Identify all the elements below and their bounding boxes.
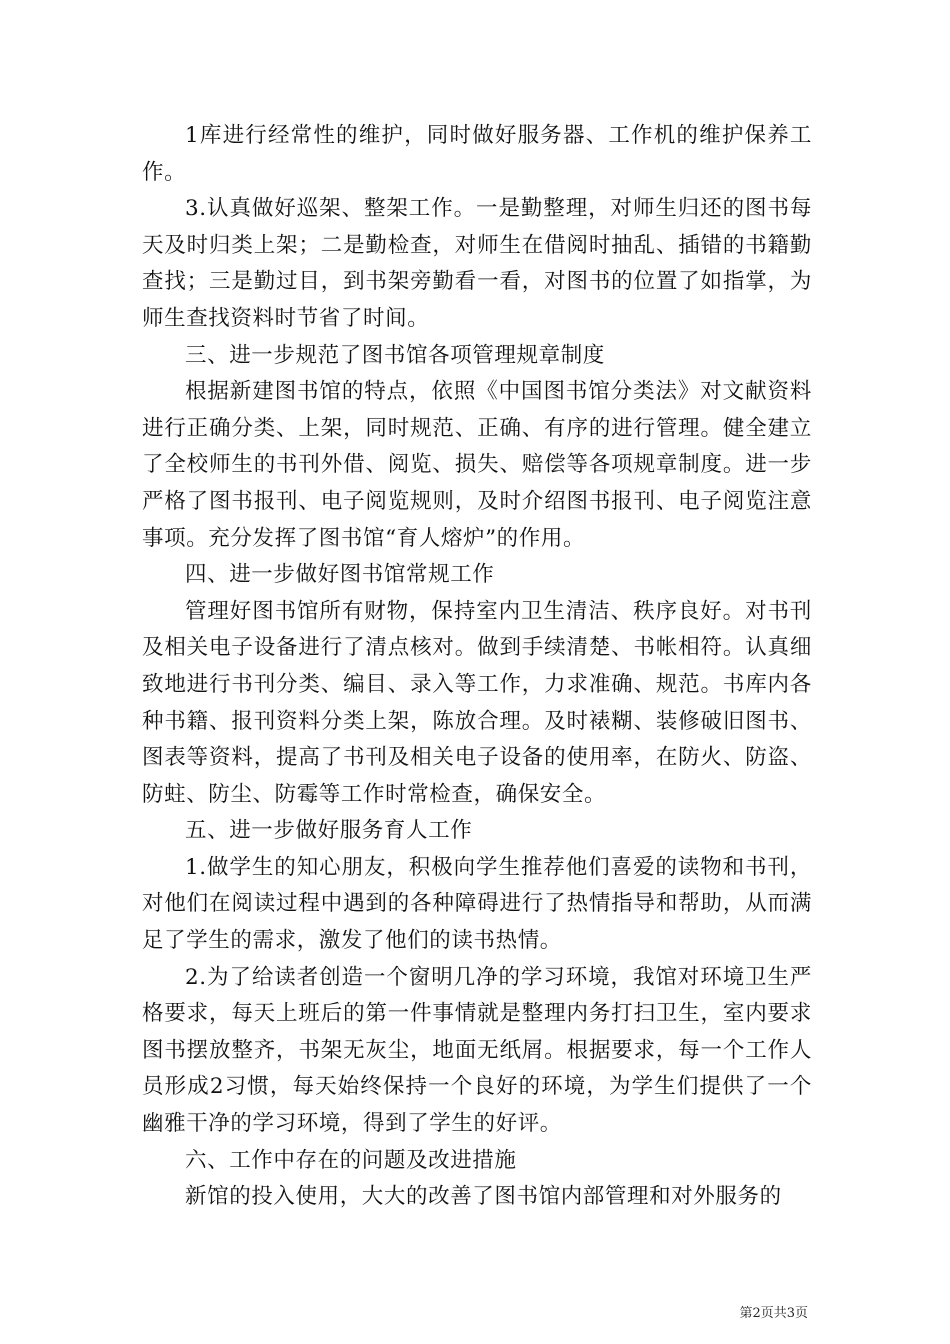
section-heading-5: 五、进一步做好服务育人工作 <box>185 818 473 844</box>
section-heading-4: 四、进一步做好图书馆常规工作 <box>185 562 495 588</box>
section-heading-6: 六、工作中存在的问题及改进措施 <box>185 1147 517 1173</box>
paragraph-5: 1.做学生的知心朋友，积极向学生推荐他们喜爱的读物和书刊，对他们在阅读过程中遇到的各种障碍进行了热情指导和帮助，从而满足了学生的需求，激发了他们的读书热情。 <box>142 854 812 954</box>
page-number-footer: 第2页共3页 <box>739 1306 808 1321</box>
document-body <box>142 118 812 1216</box>
paragraph-3: 根据新建图书馆的特点，依照《中国图书馆分类法》对文献资料进行正确分类、上架，同时规范、正确、有序的进行管理。健全建立了全校师生的书刊外借、阅览、损失、赔偿等各项规章制度。进一步严格了图书报刊、电子阅览规则，及时介绍图书报刊、电子阅览注意事项。充分发挥了图书馆“育人熔炉”的作用。 <box>142 379 812 551</box>
paragraph-7: 新馆的投入使用，大大的改善了图书馆内部管理和对外服务的 <box>185 1184 782 1210</box>
paragraph-1: 1库进行经常性的维护，同时做好服务器、工作机的维护保养工作。 <box>142 123 812 185</box>
paragraph-2: 3.认真做好巡架、整架工作。一是勤整理，对师生归还的图书每天及时归类上架；二是勤检查，对师生在借阅时抽乱、插错的书籍勤查找；三是勤过目，到书架旁勤看一看，对图书的位置了如指掌，为师生查找资料时节省了时间。 <box>142 196 812 331</box>
paragraph-6: 2.为了给读者创造一个窗明几净的学习环境，我馆对环境卫生严格要求，每天上班后的第一件事情就是整理内务打扫卫生，室内要求图书摆放整齐，书架无灰尘，地面无纸屑。根据要求，每一个工作人员形成2习惯，每天始终保持一个良好的环境，为学生们提供了一个幽雅干净的学习环境，得到了学生的好评。 <box>142 964 812 1137</box>
paragraph-4: 管理好图书馆所有财物，保持室内卫生清洁、秩序良好。对书刊及相关电子设备进行了清点核对。做到手续清楚、书帐相符。认真细致地进行书刊分类、编目、录入等工作，力求准确、规范。书库内各种书籍、报刊资料分类上架，陈放合理。及时裱糊、装修破旧图书、图表等资料，提高了书刊及相关电子设备的使用率，在防火、防盗、防蛀、防尘、防霉等工作时常检查，确保安全。 <box>142 598 812 807</box>
section-heading-3: 三、进一步规范了图书馆各项管理规章制度 <box>185 342 605 368</box>
